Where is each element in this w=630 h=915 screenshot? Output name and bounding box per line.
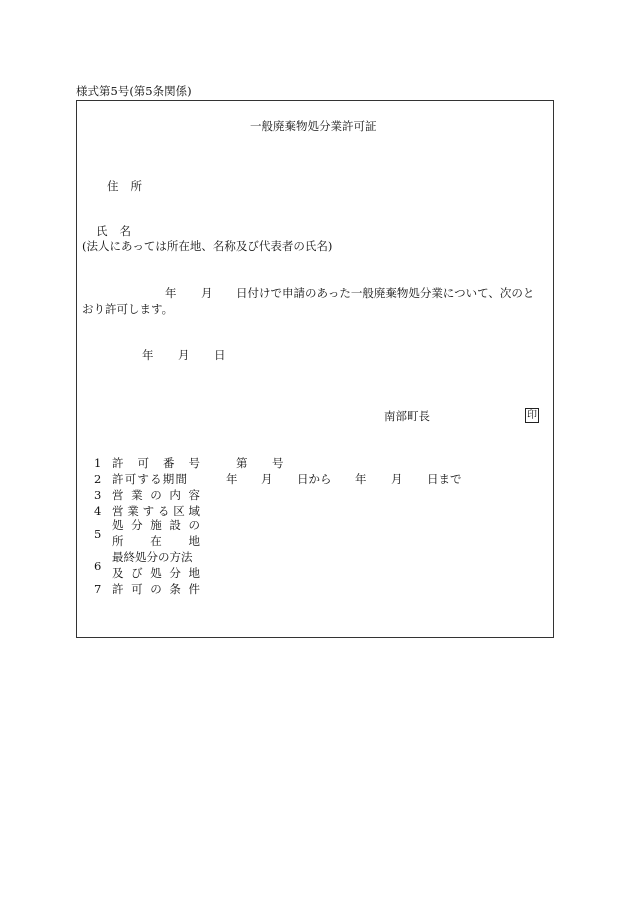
item-number: 5 xyxy=(94,527,102,541)
period-start-day: 日から xyxy=(297,472,332,486)
period-start-year: 年 xyxy=(226,472,238,486)
document-title: 一般廃棄物処分業許可証 xyxy=(250,119,377,133)
form-reference: 様式第5号(第5条関係) xyxy=(76,84,192,98)
name-note: (法人にあっては所在地、名称及び代表者の氏名) xyxy=(82,239,333,253)
item-number: 4 xyxy=(94,504,102,518)
item-label-permit-conditions: 許 可 の 条 件 xyxy=(112,582,200,596)
body-text-line1: 日付けで申請のあった一般廃棄物処分業について、次のと xyxy=(236,286,535,300)
permit-number-dai: 第 xyxy=(236,456,248,470)
item-label-permit-number: 許 可 番 号 xyxy=(112,456,200,470)
item-label-business-area: 営 業 す る 区 域 xyxy=(112,504,200,518)
seal-mark: 印 xyxy=(527,410,537,421)
item-number: 3 xyxy=(94,488,102,502)
mayor-title: 南部町長 xyxy=(384,409,430,423)
issue-year: 年 xyxy=(142,348,154,362)
item-number: 1 xyxy=(94,456,102,470)
item-label-final-disposal-line2: 及 び 処 分 地 xyxy=(112,566,200,580)
issue-day: 日 xyxy=(214,348,226,362)
period-end-day: 日まで xyxy=(427,472,462,486)
period-start-month: 月 xyxy=(261,472,273,486)
period-end-year: 年 xyxy=(355,472,367,486)
address-label: 住 所 xyxy=(107,179,142,193)
body-text-line2: おり許可します。 xyxy=(82,302,174,316)
application-month: 月 xyxy=(201,286,213,300)
application-year: 年 xyxy=(165,286,177,300)
issue-month: 月 xyxy=(178,348,190,362)
item-label-permit-period: 許可する期間 xyxy=(112,472,189,486)
item-label-final-disposal-line1: 最終処分の方法 xyxy=(112,550,193,564)
name-label: 氏 名 xyxy=(96,224,131,238)
item-label-facility-line1: 処 分 施 設 の xyxy=(112,518,200,532)
permit-number-go: 号 xyxy=(272,456,284,470)
item-number: 6 xyxy=(94,559,102,573)
item-label-business-content: 営 業 の 内 容 xyxy=(112,488,200,502)
item-number: 2 xyxy=(94,472,102,486)
item-label-facility-line2: 所 在 地 xyxy=(112,534,200,548)
period-end-month: 月 xyxy=(391,472,403,486)
item-number: 7 xyxy=(94,582,102,596)
